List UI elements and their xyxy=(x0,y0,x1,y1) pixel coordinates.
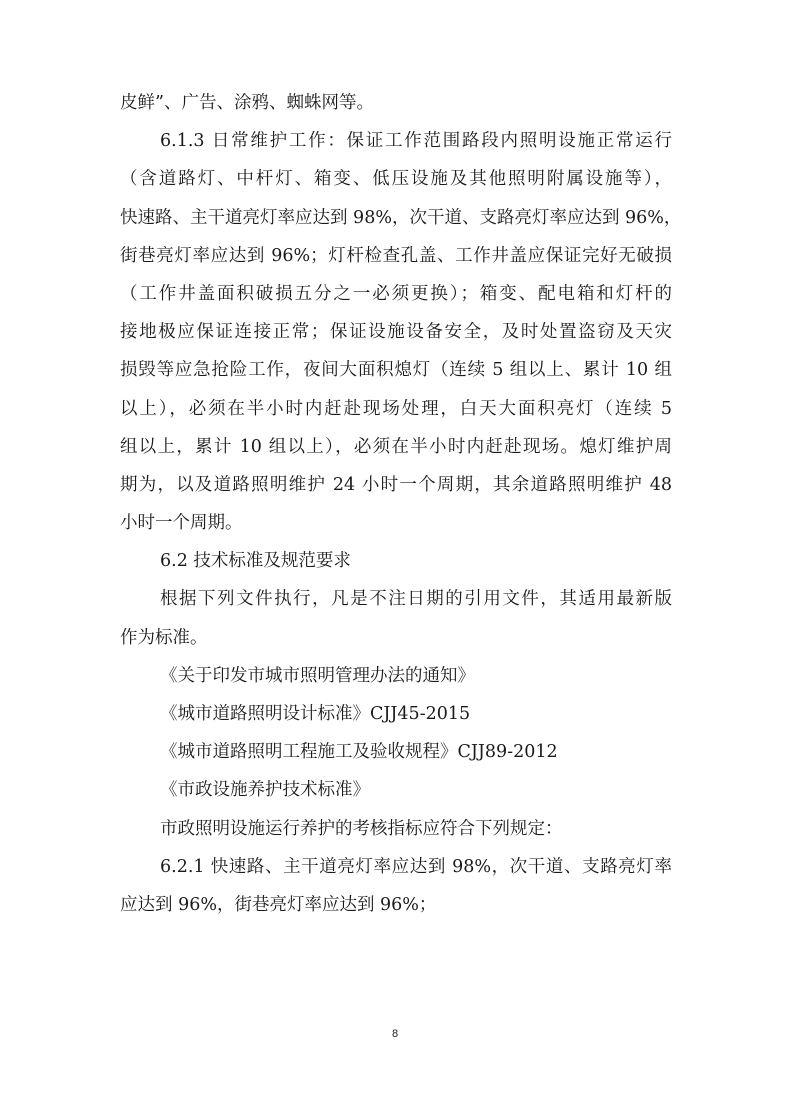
body-text xyxy=(120,84,682,924)
reference-item: 《城市道路照明设计标准》CJJ45-2015 xyxy=(160,704,471,724)
paragraph-6-2-1-first-line: 6.2.1 快速路、主干道亮灯率应达到 98%，次干道、支路亮灯率 xyxy=(160,856,672,877)
text-line: 小时一个周期。 xyxy=(120,513,243,534)
text-line: 街巷亮灯率应达到 96%；灯杆检查孔盖、工作井盖应保证完好无破损 xyxy=(120,245,672,266)
text-line: 市政照明设施运行养护的考核指标应符合下列规定： xyxy=(160,818,563,839)
section-heading-6-2: 6.2 技术标准及规范要求 xyxy=(160,551,351,572)
reference-item: 《城市道路照明工程施工及验收规程》CJJ89-2012 xyxy=(160,742,558,763)
text-line: （工作井盖面积破损五分之一必须更换）；箱变、配电箱和灯杆的 xyxy=(120,283,672,304)
reference-item: 《关于印发市城市照明管理办法的通知》 xyxy=(160,665,475,686)
text-line: 应达到 96%，街巷亮灯率应达到 96%； xyxy=(120,894,437,915)
text-line: （含道路灯、中杆灯、箱变、低压设施及其他照明附属设施等）， xyxy=(120,169,672,190)
text-line: 组以上，累计 10 组以上），必须在半小时内赶赴现场。熄灯维护周 xyxy=(120,436,672,457)
text-line: 皮鲜”、广告、涂鸦、蜘蛛网等。 xyxy=(120,93,374,113)
text-line: 作为标准。 xyxy=(120,627,208,648)
text-line: 损毁等应急抢险工作，夜间大面积熄灯（连续 5 组以上、累计 10 组 xyxy=(120,360,672,381)
text-line: 根据下列文件执行，凡是不注日期的引用文件，其适用最新版 xyxy=(160,589,672,610)
page-number: 8 xyxy=(391,1028,399,1040)
text-line: 期为，以及道路照明维护 24 小时一个周期，其余道路照明维护 48 xyxy=(120,474,672,495)
text-line: 快速路、主干道亮灯率应达到 98%，次干道、支路亮灯率应达到 96%， xyxy=(120,207,682,228)
text-line: 接地极应保证连接正常；保证设施设备安全，及时处置盗窃及天灾 xyxy=(120,322,672,343)
paragraph-6-1-3-first-line: 6.1.3 日常维护工作：保证工作范围路段内照明设施正常运行 xyxy=(160,131,672,152)
reference-item: 《市政设施养护技术标准》 xyxy=(160,780,370,801)
text-line: 以上），必须在半小时内赶赴现场处理，白天大面积亮灯（连续 5 xyxy=(120,398,672,419)
